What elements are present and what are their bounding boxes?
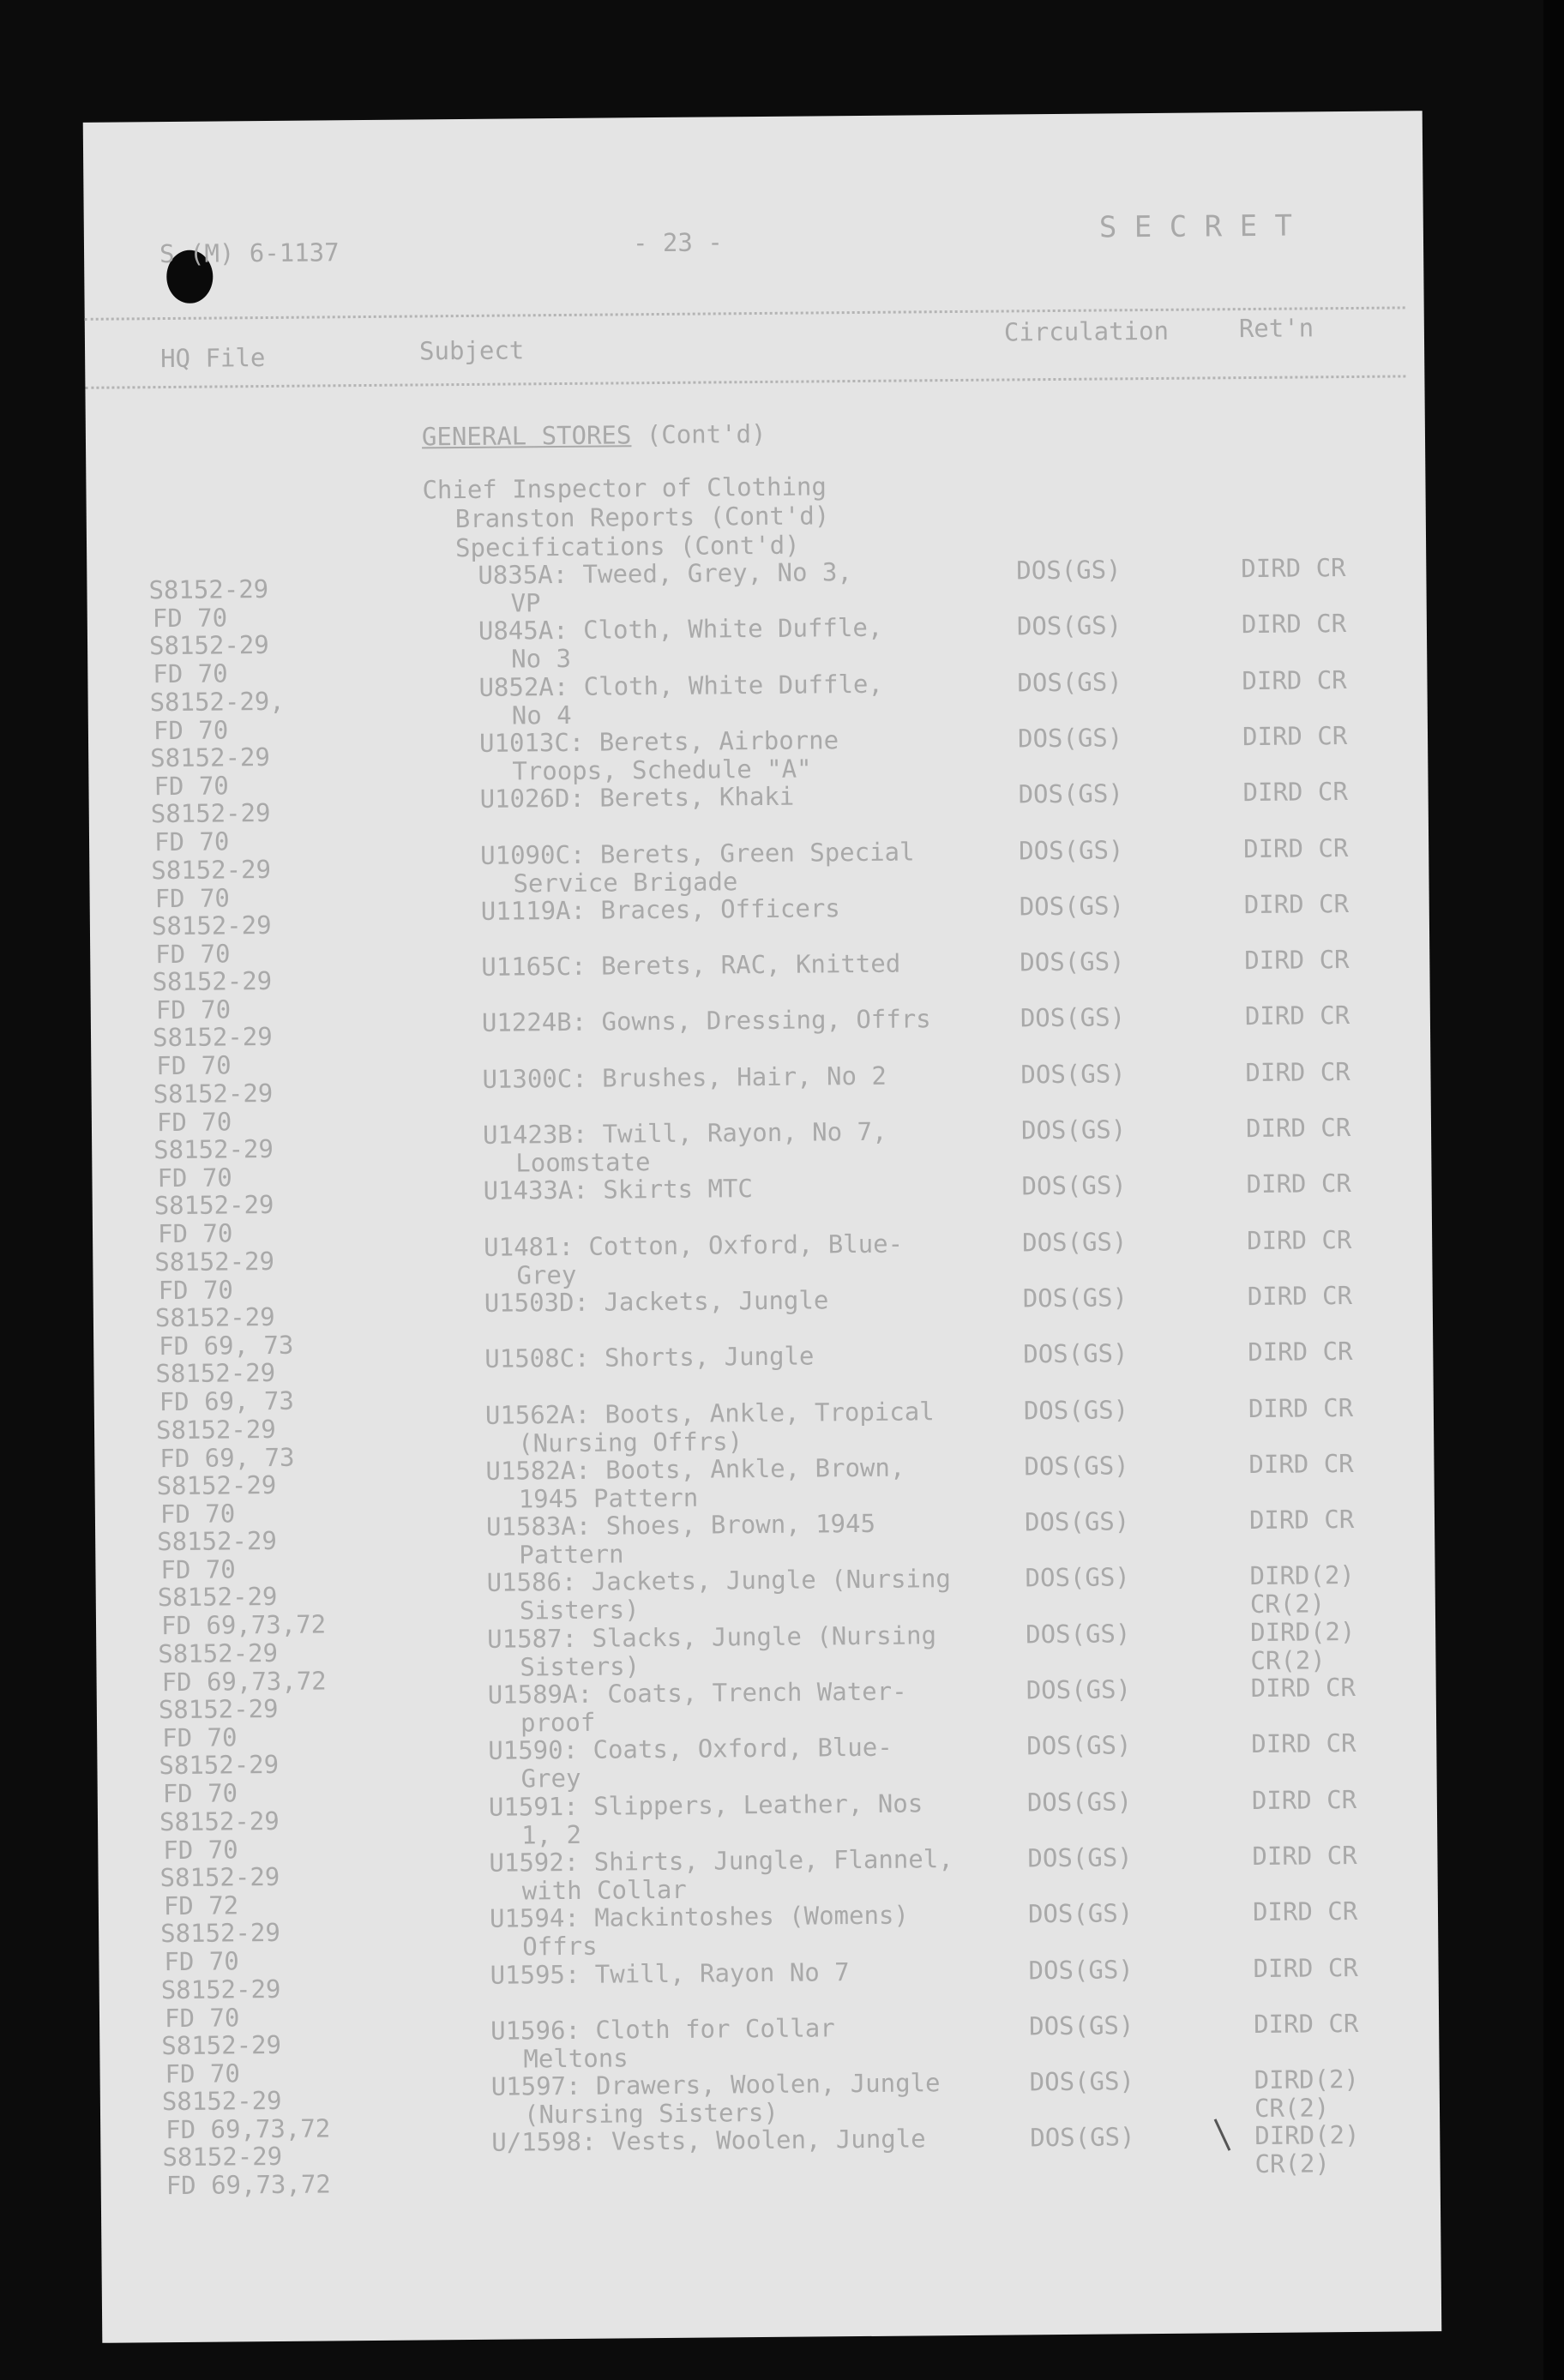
- entry-file: FD 70: [162, 1778, 238, 1809]
- entry-subject: U1597: Drawers, Woolen, Jungle: [490, 2068, 941, 2101]
- entry-file: S8152-29: [159, 1806, 280, 1837]
- entry-circulation: DOS(GS): [1026, 1787, 1133, 1818]
- entry-subject: U1591: Slippers, Leather, Nos: [488, 1788, 923, 1822]
- entry-file: S8152-29: [160, 1917, 280, 1949]
- entry-subject: U1587: Slacks, Jungle (Nursing: [487, 1620, 937, 1654]
- entry-subject: U1583A: Shoes, Brown, 1945: [485, 1508, 876, 1542]
- entry-file: FD 70: [159, 1499, 236, 1530]
- entry-file: FD 70: [157, 1218, 233, 1249]
- entry-retn: DIRD CR: [1243, 833, 1349, 864]
- entry-subject: Offrs: [522, 1931, 598, 1962]
- entry-subject: U1594: Mackintoshes (Womens): [489, 1900, 910, 1933]
- entry-retn: DIRD CR: [1242, 665, 1347, 696]
- entry-file: FD 70: [157, 1163, 232, 1193]
- entry-file: S8152-29: [151, 854, 272, 886]
- entry-circulation: DOS(GS): [1020, 1002, 1126, 1033]
- entry-file: S8152-29: [159, 1861, 280, 1893]
- entry-retn: DIRD CR: [1248, 1392, 1354, 1424]
- entry-file: FD 70: [158, 1275, 234, 1306]
- entry-circulation: DOS(GS): [1018, 778, 1123, 809]
- entry-subject: Troops, Schedule "A": [512, 754, 812, 786]
- entry-circulation: DOS(GS): [1026, 1730, 1132, 1761]
- entry-subject: U1596: Cloth for Collar: [490, 2013, 835, 2046]
- entry-retn: DIRD CR: [1248, 1336, 1353, 1367]
- entry-subject: Meltons: [523, 2043, 629, 2074]
- entry-subject: Service Brigade: [513, 867, 738, 899]
- entry-file: S8152-29: [155, 1357, 276, 1389]
- entry-circulation: DOS(GS): [1024, 1451, 1129, 1481]
- entry-retn: DIRD CR: [1253, 2008, 1359, 2040]
- entry-file: FD 70: [153, 658, 228, 689]
- entry-subject: U1595: Twill, Rayon No 7: [490, 1957, 850, 1990]
- scan-edge: [1543, 0, 1564, 2380]
- entry-file: S8152-29: [150, 742, 271, 773]
- entry-file: FD 70: [163, 1835, 238, 1866]
- entry-file: FD 70: [155, 939, 231, 970]
- entry-retn: CR(2): [1250, 1645, 1326, 1676]
- entry-circulation: DOS(GS): [1028, 2010, 1134, 2041]
- entry-circulation: DOS(GS): [1016, 555, 1122, 586]
- entry-subject: VP: [510, 588, 541, 618]
- entry-subject: U1026D: Berets, Khaki: [479, 781, 795, 814]
- entry-retn: DIRD(2): [1249, 1560, 1355, 1591]
- entry-subject: 1945 Pattern: [518, 1482, 699, 1514]
- entry-file: S8152-29,: [149, 686, 285, 718]
- entry-file: FD 69,73,72: [165, 2113, 331, 2145]
- entry-circulation: DOS(GS): [1022, 1283, 1128, 1313]
- entry-circulation: DOS(GS): [1019, 891, 1125, 922]
- entry-circulation: DOS(GS): [1026, 1619, 1131, 1650]
- entry-retn: DIRD CR: [1246, 1169, 1351, 1199]
- entry-retn: DIRD CR: [1241, 609, 1347, 640]
- entry-retn: DIRD CR: [1251, 1784, 1357, 1816]
- column-header-file: HQ File: [159, 343, 266, 374]
- entry-file: S8152-29: [158, 1638, 279, 1669]
- intro-line: Branston Reports (Cont'd): [454, 501, 830, 534]
- entry-file: FD 70: [153, 771, 229, 802]
- entry-retn: DIRD CR: [1245, 1113, 1351, 1144]
- document-reference: S (M) 6-1137: [159, 237, 340, 269]
- intro-line: Specifications (Cont'd): [454, 530, 800, 563]
- entry-subject: U1224B: Gowns, Dressing, Offrs: [481, 1004, 931, 1037]
- entry-subject: U1589A: Coats, Trench Water-: [487, 1676, 907, 1710]
- entry-subject: U1592: Shirts, Jungle, Flannel,: [489, 1844, 953, 1878]
- entry-subject: U1300C: Brushes, Hair, No 2: [482, 1061, 887, 1094]
- entry-subject: U1119A: Braces, Officers: [480, 893, 840, 926]
- entry-subject: U1590: Coats, Oxford, Blue-: [488, 1732, 893, 1765]
- entry-subject: Sisters): [520, 1651, 641, 1682]
- page-number: - 23 -: [632, 227, 723, 258]
- entry-subject: Loomstate: [515, 1147, 651, 1178]
- entry-retn: DIRD CR: [1248, 1448, 1354, 1480]
- entry-retn: DIRD CR: [1251, 1728, 1356, 1759]
- entry-file: FD 70: [164, 1946, 239, 1977]
- entry-file: FD 70: [165, 2058, 241, 2089]
- entry-subject: proof: [520, 1707, 596, 1738]
- entry-circulation: DOS(GS): [1020, 1115, 1127, 1145]
- entry-file: S8152-29: [152, 1021, 273, 1053]
- entry-file: FD 69, 73: [159, 1385, 295, 1417]
- entry-subject: U1165C: Berets, RAC, Knitted: [481, 948, 901, 982]
- entry-subject: U1582A: Boots, Ankle, Brown,: [485, 1452, 905, 1486]
- entry-subject: No 4: [511, 700, 572, 730]
- entry-subject: Sisters): [519, 1595, 640, 1626]
- entry-circulation: DOS(GS): [1027, 1898, 1134, 1929]
- entry-file: S8152-29: [161, 2085, 282, 2117]
- entry-file: FD 70: [153, 826, 230, 857]
- entry-file: FD 70: [155, 995, 232, 1025]
- entry-subject: U1503D: Jackets, Jungle: [484, 1285, 829, 1318]
- entry-subject: U1508C: Shorts, Jungle: [484, 1341, 815, 1373]
- entry-subject: U1562A: Boots, Ankle, Tropical: [484, 1397, 935, 1430]
- entry-file: S8152-29: [148, 574, 269, 605]
- header-rule-bottom: [85, 375, 1405, 388]
- entry-retn: DIRD CR: [1242, 777, 1348, 808]
- entry-circulation: DOS(GS): [1019, 835, 1124, 866]
- entry-retn: CR(2): [1249, 1589, 1326, 1620]
- entry-file: FD 69,73,72: [160, 1609, 327, 1641]
- entry-circulation: DOS(GS): [1027, 1842, 1133, 1873]
- entry-retn: DIRD CR: [1242, 721, 1348, 752]
- entry-file: FD 70: [162, 1722, 238, 1753]
- entry-circulation: DOS(GS): [1017, 723, 1123, 754]
- entry-subject: U1013C: Berets, Airborne: [478, 725, 839, 758]
- classification-marking: S E C R E T: [1098, 208, 1293, 245]
- entry-file: FD 70: [153, 715, 229, 746]
- entry-circulation: DOS(GS): [1025, 1562, 1130, 1593]
- entry-circulation: DOS(GS): [1020, 1059, 1126, 1090]
- entry-file: FD 70: [154, 883, 231, 914]
- entry-subject: Grey: [516, 1259, 577, 1290]
- column-header-retn: Ret'n: [1238, 313, 1314, 344]
- entry-file: FD 69,73,72: [161, 1666, 327, 1698]
- entry-retn: DIRD CR: [1247, 1225, 1352, 1256]
- section-heading: [421, 418, 767, 452]
- entry-file: FD 69,73,72: [165, 2169, 331, 2201]
- entry-file: S8152-29: [150, 797, 271, 829]
- entry-circulation: DOS(GS): [1029, 2066, 1135, 2097]
- entry-circulation: DOS(GS): [1016, 610, 1122, 641]
- entry-file: FD 72: [163, 1890, 239, 1921]
- entry-circulation: DOS(GS): [1023, 1338, 1128, 1369]
- column-header-subject: Subject: [418, 335, 525, 366]
- entry-subject: U852A: Cloth, White Duffle,: [478, 669, 884, 702]
- entry-circulation: DOS(GS): [1028, 1955, 1134, 1986]
- entry-file: S8152-29: [158, 1693, 279, 1725]
- entry-file: S8152-29: [154, 1246, 275, 1277]
- entry-file: S8152-29: [157, 1581, 278, 1613]
- entry-subject: Grey: [520, 1763, 581, 1794]
- entry-subject: (Nursing Sisters): [523, 2097, 779, 2130]
- entry-file: FD 70: [156, 1107, 232, 1138]
- entry-circulation: DOS(GS): [1022, 1227, 1128, 1258]
- entry-file: S8152-29: [153, 1189, 274, 1221]
- entry-circulation: DOS(GS): [1024, 1506, 1130, 1537]
- entry-circulation: DOS(GS): [1017, 667, 1122, 698]
- entry-subject: 1, 2: [521, 1819, 582, 1850]
- entry-file: FD 69, 73: [159, 1442, 295, 1474]
- entry-subject: No 3: [511, 643, 572, 674]
- entry-file: S8152-29: [162, 2141, 283, 2173]
- entry-file: S8152-29: [151, 910, 272, 941]
- entry-retn: DIRD CR: [1243, 889, 1350, 920]
- entry-subject: U1433A: Skirts MTC: [483, 1174, 754, 1205]
- entry-file: FD 70: [160, 1554, 236, 1585]
- entry-file: S8152-29: [153, 1078, 274, 1109]
- entry-retn: DIRD CR: [1241, 553, 1346, 584]
- entry-retn: DIRD CR: [1253, 1952, 1358, 1984]
- entry-subject: U835A: Tweed, Grey, No 3,: [478, 557, 852, 590]
- entry-retn: DIRD CR: [1252, 1840, 1357, 1872]
- document-page: [83, 111, 1442, 2343]
- entry-retn: DIRD CR: [1247, 1281, 1353, 1312]
- entry-retn: DIRD CR: [1244, 945, 1350, 976]
- entry-file: S8152-29: [161, 2029, 282, 2061]
- entry-file: S8152-29: [153, 1133, 274, 1165]
- entry-circulation: DOS(GS): [1026, 1674, 1132, 1705]
- entry-subject: U845A: Cloth, White Duffle,: [478, 612, 883, 646]
- entry-file: S8152-29: [156, 1469, 277, 1501]
- entry-circulation: DOS(GS): [1021, 1170, 1127, 1201]
- entry-file: S8152-29: [155, 1414, 276, 1445]
- entry-subject: U1586: Jackets, Jungle (Nursing: [486, 1564, 951, 1597]
- entry-retn: DIRD(2): [1250, 1616, 1356, 1648]
- entry-retn: DIRD CR: [1252, 1896, 1358, 1927]
- entry-file: S8152-29: [154, 1301, 275, 1333]
- entry-retn: DIRD CR: [1250, 1672, 1356, 1704]
- entry-retn: CR(2): [1254, 2093, 1330, 2124]
- entry-retn: DIRD(2): [1254, 2119, 1360, 2151]
- entry-retn: DIRD CR: [1248, 1504, 1355, 1536]
- entry-file: S8152-29: [148, 629, 269, 661]
- header-rule-top: [85, 306, 1405, 320]
- entry-retn: CR(2): [1254, 2149, 1331, 2179]
- entry-subject: U/1598: Vests, Woolen, Jungle: [491, 2124, 926, 2157]
- section-heading-suffix: (Cont'd): [646, 418, 767, 450]
- entry-file: FD 70: [156, 1050, 232, 1081]
- entry-retn: DIRD CR: [1244, 1001, 1350, 1031]
- entry-retn: DIRD CR: [1245, 1057, 1350, 1088]
- entry-file: S8152-29: [160, 1974, 281, 2005]
- entry-subject: (Nursing Offrs): [518, 1427, 743, 1458]
- section-heading-title: GENERAL STORES: [421, 420, 632, 452]
- entry-subject: U1423B: Twill, Rayon, No 7,: [482, 1116, 887, 1150]
- entry-circulation: DOS(GS): [1023, 1395, 1129, 1426]
- entry-subject: with Collar: [521, 1874, 687, 1906]
- entry-subject: U1481: Cotton, Oxford, Blue-: [484, 1229, 904, 1262]
- entry-subject: Pattern: [519, 1539, 624, 1570]
- entry-file: S8152-29: [152, 965, 273, 997]
- entry-circulation: DOS(GS): [1030, 2122, 1135, 2153]
- entry-file: FD 70: [164, 2003, 240, 2034]
- entry-circulation: DOS(GS): [1020, 947, 1125, 977]
- entry-subject: U1090C: Berets, Green Special: [480, 837, 915, 870]
- entry-file: S8152-29: [157, 1525, 278, 1557]
- entry-file: FD 69, 73: [159, 1330, 294, 1361]
- entry-retn: DIRD(2): [1254, 2064, 1360, 2095]
- column-header-circulation: Circulation: [1003, 316, 1170, 347]
- entry-file: S8152-29: [159, 1749, 280, 1781]
- intro-line: Chief Inspector of Clothing: [422, 472, 827, 505]
- entry-file: FD 70: [152, 603, 228, 634]
